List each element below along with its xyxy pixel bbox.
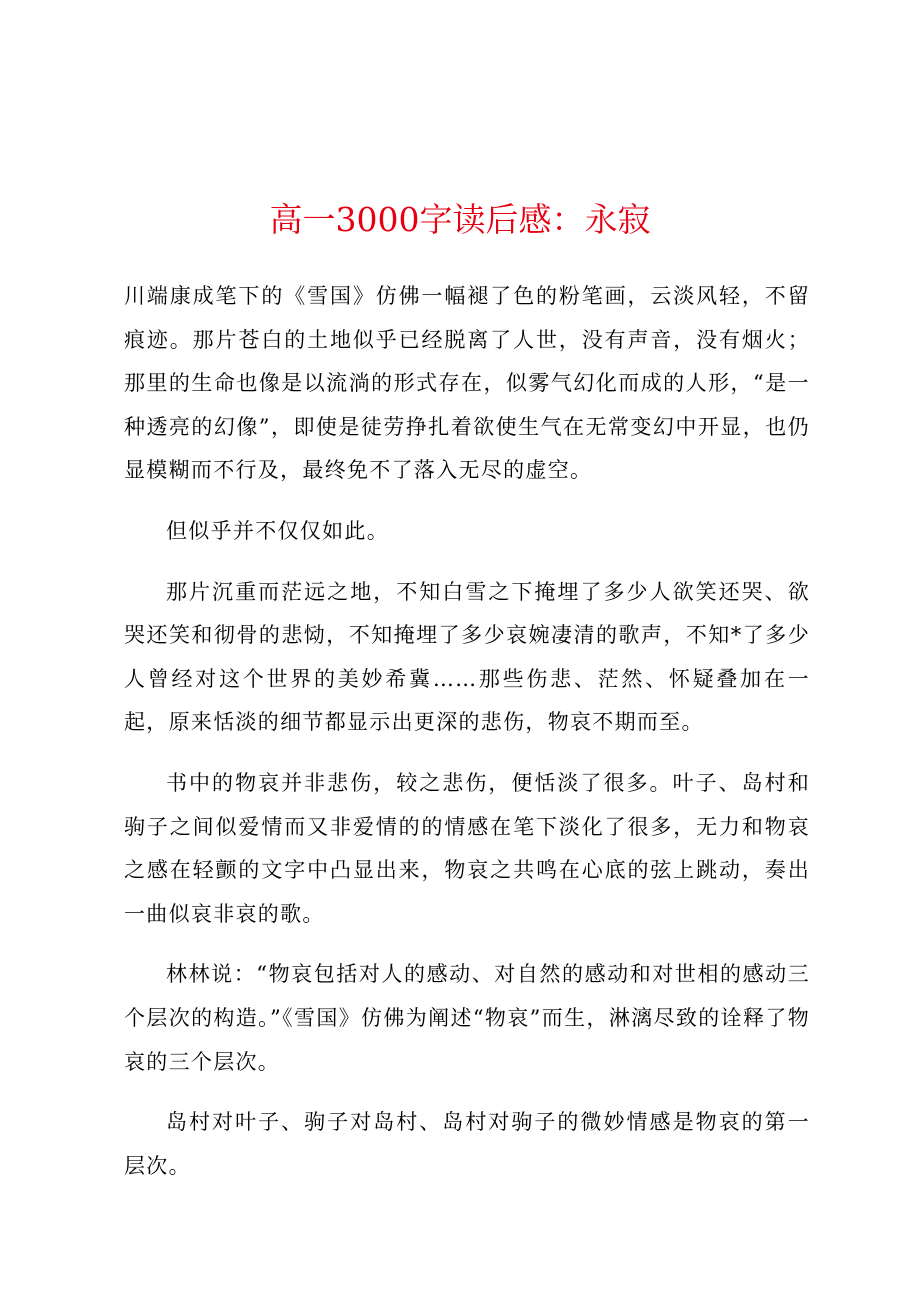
document-body	[124, 275, 810, 1205]
paragraph-5: 林林说：“物哀包括对人的感动、对自然的感动和对世相的感动三个层次的构造。”《雪国》仿佛为阐述“物哀”而生，淋漓尽致的诠释了物哀的三个层次。	[124, 962, 810, 1074]
document-title: 高一3000字读后感：永寂	[269, 200, 651, 239]
paragraph-2: 但似乎并不仅仅如此。	[166, 518, 389, 543]
paragraph-4: 书中的物哀并非悲伤，较之悲伤，便恬淡了很多。叶子、岛村和驹子之间似爱情而又非爱情的的情感在笔下淡化了很多，无力和物哀之感在轻颤的文字中凸显出来，物哀之共鸣在心底的弦上跳动，奏出一曲似哀非哀的歌。	[124, 770, 810, 926]
paragraph-1: 川端康成笔下的《雪国》仿佛一幅褪了色的粉笔画，云淡风轻，不留痕迹。那片苍白的土地似乎已经脱离了人世，没有声音，没有烟火；那里的生命也像是以流淌的形式存在，似雾气幻化而成的人形，“是一种透亮的幻像”，即使是徒劳挣扎着欲使生气在无常变幻中开显，也仍显模糊而不行及，最终免不了落入无尽的虚空。	[124, 284, 810, 483]
paragraph-6: 岛村对叶子、驹子对岛村、岛村对驹子的微妙情感是物哀的第一层次。	[124, 1110, 810, 1178]
paragraph-3: 那片沉重而茫远之地，不知白雪之下掩埋了多少人欲笑还哭、欲哭还笑和彻骨的悲恸，不知掩埋了多少哀婉凄清的歌声，不知*了多少人曾经对这个世界的美妙希冀……那些伤悲、茫然、怀疑叠加在一起，原来恬淡的细节都显示出更深的悲伤，物哀不期而至。	[124, 579, 810, 735]
